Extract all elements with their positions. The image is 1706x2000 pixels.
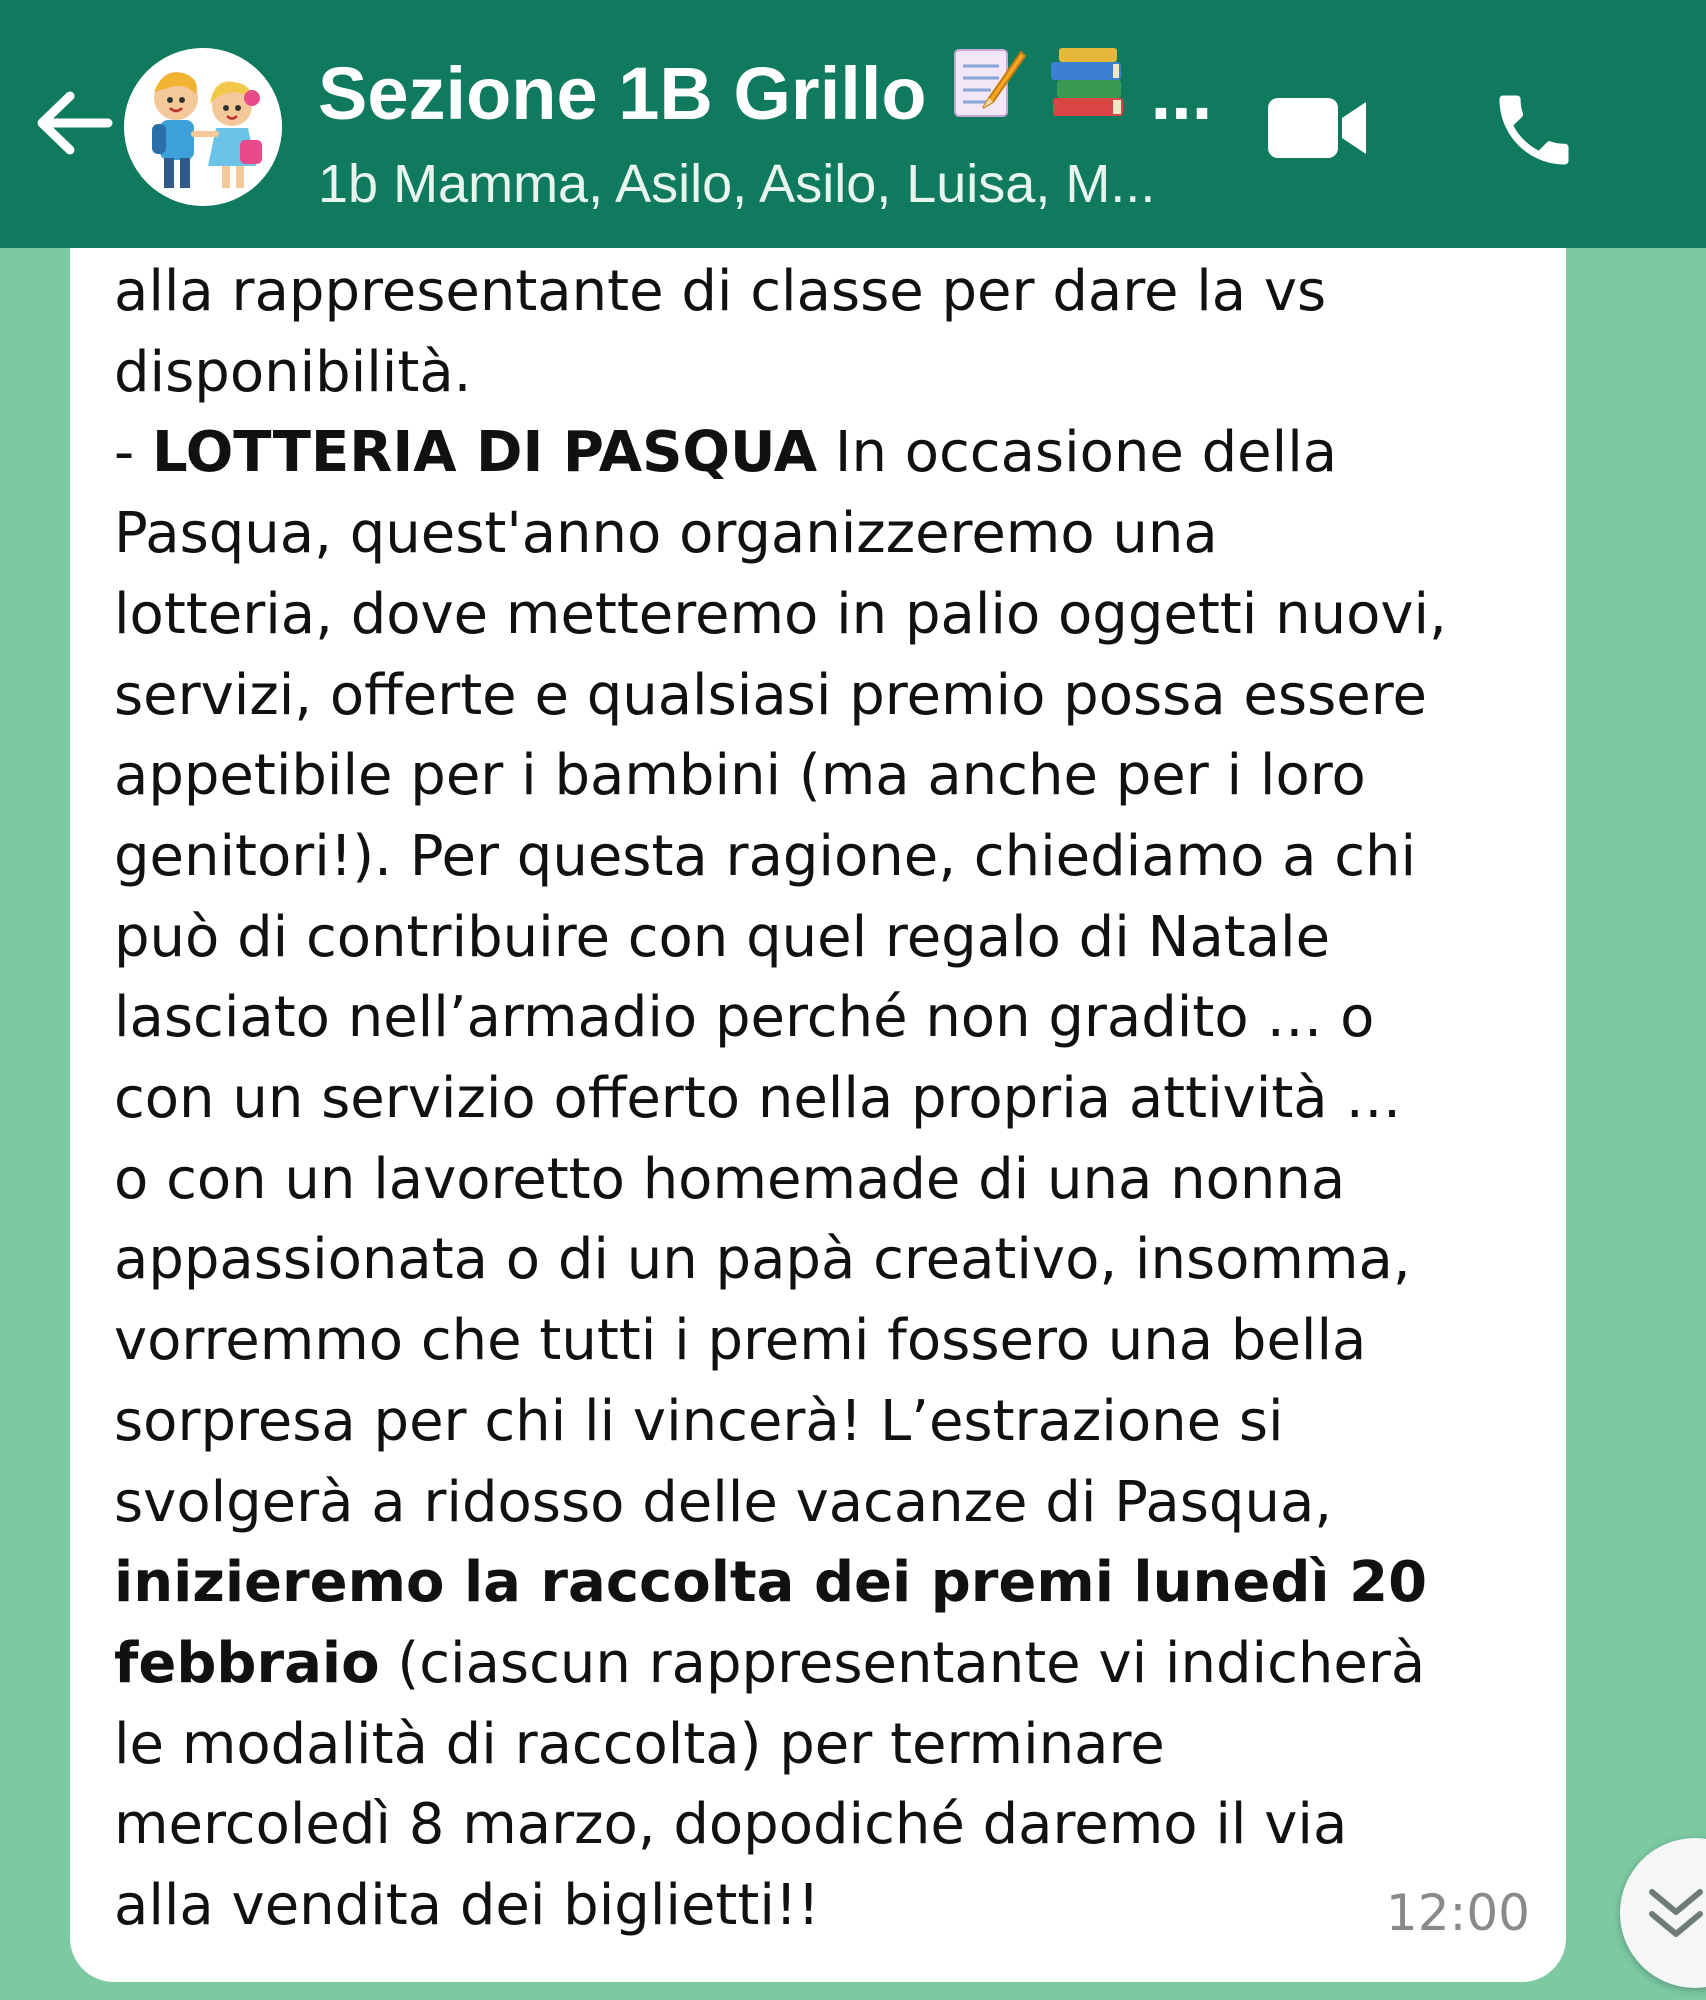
collection-start-bold: inizieremo la raccolta dei premi lunedì 20 [114,1550,1428,1616]
message-line: - [114,420,153,486]
message-line: con un servizio offerto nella propria attività … [114,1066,1402,1132]
message-text [114,252,1554,1947]
message-line: In occasione della [817,420,1338,486]
message-line: svolgerà a ridosso delle vacanze di Pasqua, [114,1469,1333,1535]
memo-emoji-icon [947,44,1027,143]
message-line: lasciato nell’armadio perché non gradito … o [114,985,1375,1051]
title-ellipsis: ... [1150,51,1213,135]
chat-title-area[interactable] [318,44,1218,219]
message-line: alla rappresentante di classe per dare la vs [114,259,1327,324]
message-line: le modalità di raccolta) per terminare [114,1711,1165,1777]
collection-month-bold: febbraio [114,1630,380,1696]
message-line: (ciascun rappresentante vi indicherà [379,1630,1426,1696]
chat-title [318,44,1218,143]
message-line: lotteria, dove metteremo in palio oggetti nuovi, [114,581,1447,647]
message-line: vorremmo che tutti i premi fossero una bella [114,1308,1367,1374]
message-bubble[interactable] [70,200,1566,1982]
message-line: può di contribuire con quel regalo di Natale [114,904,1331,970]
books-emoji-icon [1047,44,1131,143]
message-line: mercoledì 8 marzo, dopodiché daremo il via [114,1792,1348,1858]
double-chevron-down-icon [1646,1884,1706,1944]
message-line: disponibilità. [114,339,472,405]
voice-call-button[interactable] [1488,84,1580,176]
video-camera-icon [1266,92,1370,164]
scroll-to-bottom-button[interactable] [1620,1838,1706,1988]
phone-icon [1488,84,1580,176]
video-call-button[interactable] [1266,92,1370,164]
chat-participants: 1b Mamma, Asilo, Asilo, Luisa, M... [318,154,1156,214]
message-line: genitori!). Per questa ragione, chiediamo a chi [114,823,1417,889]
message-line: appassionata o di un papà creativo, insomma, [114,1227,1411,1293]
arrow-left-icon [30,78,120,168]
message-line: sorpresa per chi li vincerà! L’estrazione si [114,1388,1284,1454]
chat-title-text: Sezione 1B Grillo [318,51,927,135]
message-timestamp: 12:00 [1385,1884,1530,1942]
group-avatar[interactable] [124,48,282,206]
lotteria-heading: LOTTERIA DI PASQUA [152,420,818,486]
message-line: alla vendita dei biglietti!! [114,1873,820,1939]
message-line: o con un lavoretto homemade di una nonna [114,1146,1346,1212]
chat-header [0,0,1706,248]
message-line: servizi, offerte e qualsiasi premio possa essere [114,662,1427,728]
message-line: Pasqua, quest'anno organizzeremo una [114,501,1218,567]
message-line: appetibile per i bambini (ma anche per i loro [114,743,1366,809]
